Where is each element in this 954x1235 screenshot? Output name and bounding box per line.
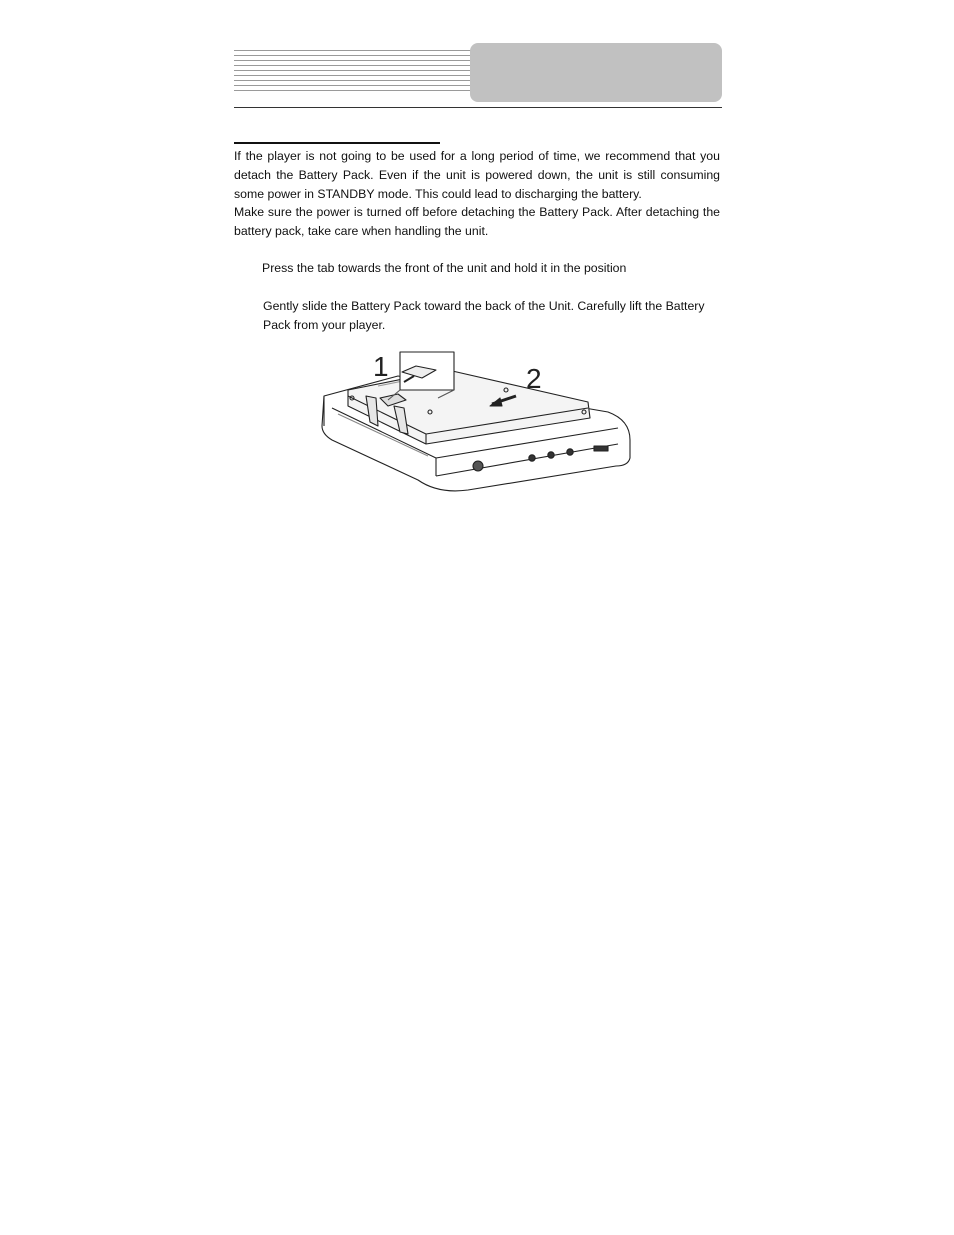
paragraph-long-period: If the player is not going to be used for a long period of time, we recommend that you detach the Battery Pack. Even if the unit is powered down, the unit is still consuming some power in STANDBY mode. This could lead to discharging the battery. (234, 149, 720, 201)
paragraph-power-off: Make sure the power is turned off before detaching the Battery Pack. After detaching the battery pack, take care when handling the unit. (234, 205, 720, 239)
section-heading-rule (234, 142, 440, 144)
header-decorative-lines (234, 50, 472, 94)
step-slide-battery: Gently slide the Battery Pack toward the back of the Unit. Carefully lift the Battery Pack from your player. (263, 299, 705, 332)
callout-number-1: 1 (373, 351, 389, 382)
header-section-tab (470, 43, 722, 102)
callout-number-2: 2 (526, 363, 542, 394)
battery-detach-intro (234, 147, 720, 241)
battery-removal-illustration (318, 348, 636, 494)
header-rule (234, 107, 722, 108)
step-press-tab: Press the tab towards the front of the unit and hold it in the position (262, 261, 627, 275)
